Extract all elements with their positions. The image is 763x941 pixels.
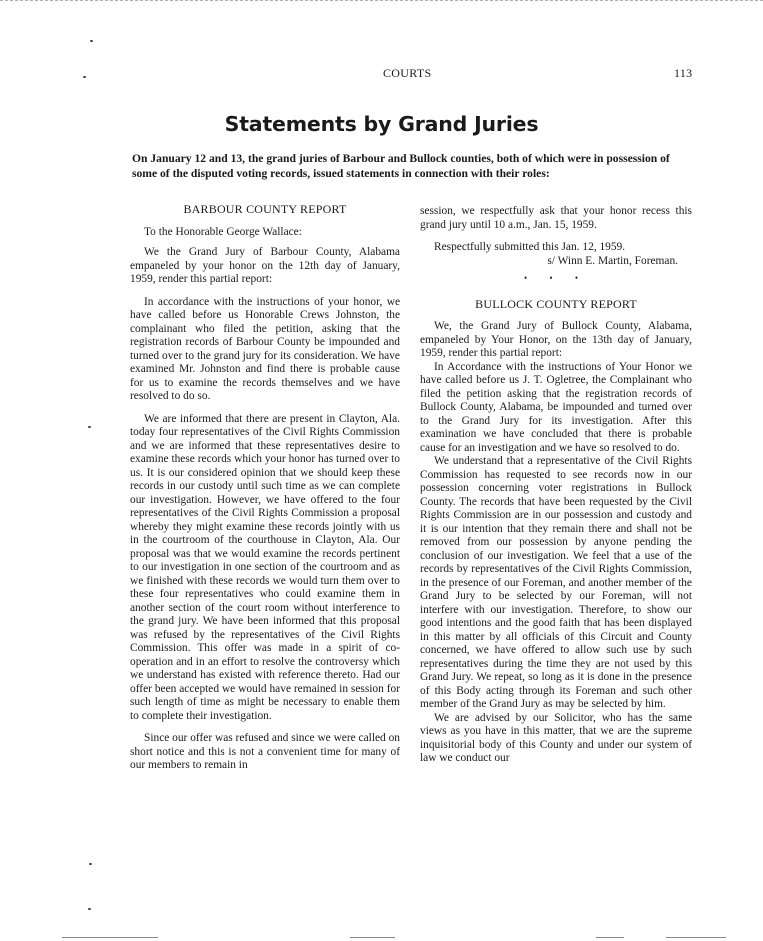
scan-speck (88, 426, 91, 428)
intro-paragraph: On January 12 and 13, the grand juries of Barbour and Bullock counties, both of which were in possession of some of the disputed voting records, issued statements in connection with their roles: (132, 152, 670, 180)
barbour-paragraph: In accordance with the instructions of your honor, we have called before us Honorable Crews Johnston, the complainant who filed the petition, asking that the registration records of Barbour County be impounded and turned over to the grand jury for its consideration. We have examined Mr. Johnston and find there is probable cause for us to examine the records themselves and we have resolved to do so. (130, 295, 400, 402)
barbour-paragraph: We the Grand Jury of Barbour County, Alabama empaneled by your honor on the 12th day of January, 1959, render this partial report: (130, 246, 400, 285)
scan-rule (350, 937, 395, 938)
right-column (420, 205, 692, 766)
scan-edge (0, 0, 763, 5)
scan-speck (88, 908, 91, 910)
article-title: Statements by Grand Juries (224, 112, 539, 136)
barbour-paragraph: Since our offer was refused and since we were called on short notice and this is not a convenient time for many of our members to remain in (130, 732, 400, 771)
section-separator: • • • (524, 273, 588, 283)
barbour-heading: BARBOUR COUNTY REPORT (183, 202, 347, 216)
barbour-signoff: Respectfully submitted this Jan. 12, 1959. (434, 241, 626, 253)
barbour-continuation: session, we respectfully ask that your honor recess this grand jury until 10 a.m., Jan. 15, 1959. (420, 205, 692, 231)
scan-speck (90, 40, 93, 42)
bullock-paragraph: We are advised by our Solicitor, who has the same views as you have in this matter, that we are the supreme inquisitorial body of this County and under our system of law we conduct our (420, 711, 692, 764)
bullock-paragraph: We, the Grand Jury of Bullock County, Alabama, empaneled by Your Honor, on the 13th day of January, 1959, render this partial report: (420, 320, 692, 359)
left-column (130, 203, 400, 773)
page-number: 113 (674, 66, 693, 80)
bullock-paragraph: We understand that a representative of the Civil Rights Commission has requested to see records now in our possession concerning voter registrations in Bullock County. The records that have been requested by the Civil Rights Commission are in our possession and custody and it is our intention that they remain there and shall not be removed from our possession by anyone pending the conclusion of our investigation. We feel that a use of the records by representatives of the Civil Rights Commission, in the presence of our Foreman, and another member of the Grand Jury to be selected by our Foreman, will not interfere with our investigation. Therefore, to show our good intentions and the good faith that has been displayed in this matter by all officials of this Circuit and County concerned, we have offered to allow such use by such representatives during the time they are not used by this Grand Jury. We repeat, so long as it is done in the presence of this Body acting through its Foreman and such other member of the Grand Jury as may be selected by him. (420, 455, 692, 710)
scan-speck (89, 863, 92, 865)
bullock-heading: BULLOCK COUNTY REPORT (475, 296, 637, 311)
scan-speck (83, 76, 86, 78)
scan-rule (596, 937, 624, 938)
barbour-salutation: To the Honorable George Wallace: (144, 225, 302, 238)
barbour-paragraph: We are informed that there are present in Clayton, Ala. today four representatives of the Civil Rights Commission and we are informed that these representatives desire to examine these records which your honor has turned over to us. It is our considered opinion that we should keep these records in our custody until such time as we can complete our investigation. However, we have offered to the four representatives of the Civil Rights Commission a proposal whereby they might examine these records jointly with us in the courtroom of the courthouse in Clayton, Ala. Our proposal was that we would examine the records pertinent to our investigation in one section of the courtroom and as we finished with these records we would turn them over to these four representatives who could examine them in another section of the court room without interference to the grand jury. We have been informed that this proposal was refused by the representatives of the Civil Rights Commission. This offer was made in a spirit of co-operation and in an effort to resolve the controversy which we understand has existed with reference thereto. Had our offer been accepted we would have remained in session for such length of time as might be necessary to enable them to complete their investigation. (130, 412, 400, 722)
bullock-paragraph: In Accordance with the instructions of Your Honor we have called before us J. T. Ogletree, the Complainant who filed the petition asking that the registration records of Bullock County, Alabama, be impounded and turned over to the Grand Jury for its investigation. After this examination we have concluded that there is probable cause for an investigation and we have so resolved to do. (420, 360, 692, 454)
scan-rule (62, 937, 158, 938)
scan-rule (666, 937, 726, 938)
section-name: COURTS (383, 66, 432, 80)
barbour-signature: s/ Winn E. Martin, Foreman. (547, 254, 678, 267)
